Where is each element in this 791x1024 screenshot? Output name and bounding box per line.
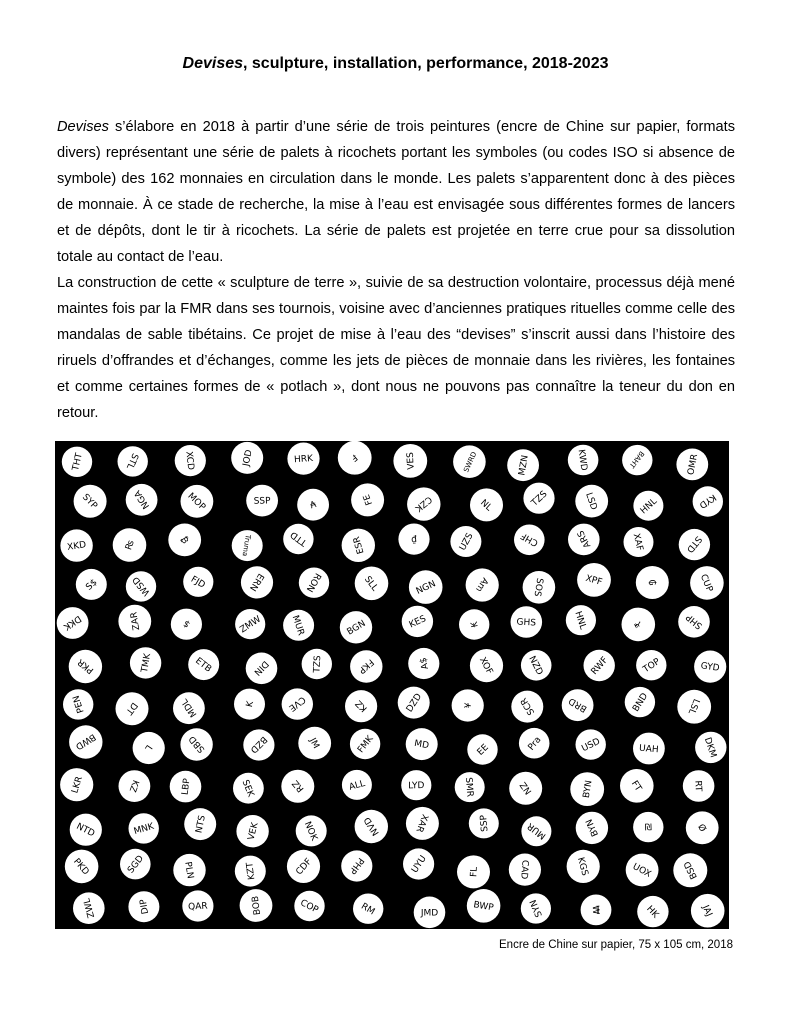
coin-label: Pra <box>526 735 544 753</box>
currency-coin <box>570 772 604 806</box>
currency-coin <box>235 856 266 887</box>
currency-coin <box>567 850 600 883</box>
coin-label: XAF <box>630 532 645 552</box>
coin-label: K <box>244 700 257 709</box>
coin-label: SGD <box>126 853 147 876</box>
currency-coin <box>119 770 151 802</box>
currency-coin <box>521 893 551 923</box>
coin-label: SMR <box>463 776 475 798</box>
coin-label: TOP <box>641 656 663 676</box>
currency-coin <box>341 850 372 881</box>
currency-coin <box>622 445 652 475</box>
coin-label: SLL <box>361 574 380 594</box>
coin-label: DIN <box>251 658 271 677</box>
coin-label: BWP <box>472 900 495 914</box>
currency-coin <box>241 566 273 598</box>
coin-label: FJD <box>188 574 207 591</box>
currency-coin <box>575 485 608 518</box>
coin-label: SWRD <box>462 450 479 474</box>
currency-coin <box>296 815 327 846</box>
currency-coin <box>521 816 551 846</box>
currency-coin <box>171 609 202 640</box>
currency-coin <box>690 566 724 600</box>
currency-coin <box>63 689 93 719</box>
currency-coin <box>299 568 329 598</box>
coin-label: NTD <box>74 821 97 840</box>
currency-coin <box>577 563 611 597</box>
coin-label: LKR <box>70 775 85 795</box>
coin-label: RWF <box>589 655 611 677</box>
coin-label: ARS <box>576 528 594 550</box>
currency-coin <box>60 768 93 801</box>
coin-label: L <box>142 742 154 753</box>
currency-coin <box>523 571 556 604</box>
currency-coin <box>409 570 443 604</box>
coin-label: EE <box>475 742 491 758</box>
currency-coin <box>620 769 654 803</box>
coin-label: JAJ <box>699 903 714 919</box>
currency-coin <box>243 729 274 760</box>
coin-label: PKR <box>76 656 97 676</box>
currency-coin <box>120 849 151 880</box>
currency-coin <box>523 483 554 514</box>
currency-coin <box>57 607 89 639</box>
coin-label: BYN <box>581 779 595 799</box>
currency-coin <box>576 729 606 759</box>
coin-label: XOF <box>477 655 495 677</box>
coin-label: JM <box>306 736 321 751</box>
coin-label: ₿ <box>177 534 190 546</box>
currency-coin <box>350 650 382 682</box>
currency-coin <box>636 566 669 599</box>
coin-label: PEN <box>71 694 87 715</box>
currency-coin <box>568 445 599 476</box>
coin-label: THT <box>71 452 85 472</box>
coin-label: MNK <box>132 821 156 837</box>
currency-coin <box>695 732 726 763</box>
coin-label: OMR <box>686 453 701 476</box>
coin-label: UZS <box>457 531 476 553</box>
currency-coin <box>406 728 438 760</box>
currency-coin <box>233 773 264 804</box>
coin-label: KES <box>407 614 428 631</box>
currency-coin <box>403 848 434 879</box>
currency-coin <box>170 771 202 803</box>
coin-label: ₳ <box>309 500 318 512</box>
currency-coin <box>173 692 205 724</box>
currency-coin <box>576 812 608 844</box>
coin-label: BWD <box>73 731 98 752</box>
currency-coin <box>345 690 377 722</box>
coin-label: MOP <box>185 491 207 513</box>
currency-coin <box>686 811 719 844</box>
currency-coin <box>470 649 503 682</box>
currency-coin <box>457 855 490 888</box>
currency-coin <box>626 854 659 887</box>
currency-coin <box>351 483 384 516</box>
currency-coin <box>287 850 320 883</box>
coin-label: ESR <box>352 535 367 555</box>
coin-label: MDL <box>180 696 200 719</box>
coin-label: MUR <box>289 614 306 637</box>
currency-coin <box>70 814 102 846</box>
currency-coin <box>393 444 427 478</box>
currency-coin <box>65 850 99 884</box>
currency-coin <box>581 895 612 926</box>
coin-label: ETB <box>193 656 214 675</box>
coin-label: VEK <box>246 821 261 842</box>
coin-label: RON <box>303 571 323 594</box>
currency-coin <box>568 524 600 556</box>
coin-label: RM <box>359 901 377 918</box>
coin-label: KZ <box>354 697 370 714</box>
currency-coin <box>180 728 212 760</box>
coin-label: COP <box>298 898 320 916</box>
coin-label: USD <box>580 736 602 755</box>
currency-coin <box>283 610 314 641</box>
coin-label: FL <box>469 866 480 878</box>
coin-label: FKP <box>356 656 376 675</box>
coin-label: ZMW <box>238 614 264 636</box>
currency-coin <box>519 728 550 759</box>
coin-label: XAR <box>413 812 430 834</box>
currency-coin <box>624 527 654 557</box>
body-text <box>57 114 735 426</box>
coin-label: HNL <box>572 610 588 631</box>
coin-label: $ <box>181 617 193 630</box>
coin-label: NGN <box>414 579 438 597</box>
coin-label: BSD <box>682 859 700 881</box>
currency-coin <box>338 441 372 475</box>
currency-coin <box>240 889 273 922</box>
coin-label: GYD <box>699 661 721 674</box>
coin-label: RZ <box>290 777 307 794</box>
currency-coin <box>182 890 213 921</box>
currency-coin <box>509 772 542 805</box>
coin-label: JMD <box>420 908 439 919</box>
coin-label: FMK <box>356 734 376 756</box>
coin-label: KYD <box>696 491 718 510</box>
coin-label: KZT <box>245 861 258 881</box>
currency-coin <box>113 528 147 562</box>
currency-coin <box>340 611 372 643</box>
currency-coin <box>294 891 324 921</box>
coin-label: HK <box>644 904 661 921</box>
currency-coin <box>676 449 708 481</box>
coin-label: DKK <box>61 612 83 632</box>
currency-coin <box>566 605 596 635</box>
coin-label: NTS <box>194 814 208 835</box>
currency-coin <box>636 650 666 680</box>
currency-coin <box>353 894 383 924</box>
currency-coin <box>234 689 265 720</box>
coin-field <box>55 441 729 929</box>
currency-coin <box>459 609 489 639</box>
coin-label: ₭ <box>469 620 481 629</box>
coin-label: ALL <box>348 778 367 793</box>
coin-label: ZAR <box>129 611 143 632</box>
currency-coin <box>287 443 319 475</box>
paragraph-1-italic: Devises <box>57 119 109 135</box>
coin-label: SBD <box>187 733 208 755</box>
currency-coin <box>691 894 725 928</box>
currency-coin <box>625 687 655 717</box>
coin-label: LBP <box>180 777 193 796</box>
currency-coin <box>678 606 710 638</box>
currency-coin <box>677 690 711 724</box>
paragraph-2: La construction de cette « sculpture de terre », suivie de sa destruction volontaire, processus déjà mené maintes fois par la FMR dans ses tournois, voisine avec d’anciennes pratiques rituelles comme celle des mandalas de sable tibétains. Ce projet de mise à l’eau des “devises” s’inscrit aussi dans l’histoire des riruels d’offrandes et d’échanges, comme les jets de pièces de monnaie dans les rivières, les fontaines et comme certaines formes de « potlach », dont nous ne pouvons pas connaître la teneur du don en retour. <box>57 275 735 421</box>
coin-label: CAD <box>518 859 530 880</box>
coin-label: STD <box>684 533 704 555</box>
coin-label: Ø <box>695 822 708 834</box>
coin-label: SHP <box>684 611 705 631</box>
coin-label: KZ <box>126 778 141 794</box>
coin-label: ZWL <box>82 896 98 919</box>
currency-coin <box>470 488 503 521</box>
coin-label: UOX <box>630 861 653 880</box>
currency-coin <box>183 567 213 597</box>
currency-coin <box>414 897 446 929</box>
coin-label: DKM <box>701 736 718 760</box>
currency-coin <box>509 854 541 886</box>
coin-label: XKD <box>66 540 87 554</box>
coin-label: CHF <box>519 530 541 548</box>
coin-label: QAR <box>187 901 208 913</box>
coin-label: JOD <box>241 448 255 468</box>
coin-label: ₨ <box>124 539 137 552</box>
coin-label: PLN <box>182 860 195 880</box>
coin-label: TZS <box>529 489 550 509</box>
coin-label: S$ <box>84 577 100 593</box>
coin-label: TZS <box>312 655 324 673</box>
currency-coin <box>184 808 216 840</box>
currency-coin <box>673 853 707 887</box>
currency-coin <box>467 734 497 764</box>
coin-label: FT <box>628 779 644 794</box>
currency-coin <box>406 807 439 840</box>
currency-coin <box>298 727 331 760</box>
coin-label: MD <box>413 738 430 752</box>
currency-coin <box>408 648 439 679</box>
coin-label: RT <box>692 780 703 792</box>
currency-coin <box>402 606 433 637</box>
currency-coin <box>694 651 726 683</box>
currency-coin <box>633 491 663 521</box>
currency-coin <box>683 770 715 802</box>
currency-coin <box>173 854 205 886</box>
coin-label: NVD <box>362 814 382 838</box>
coin-label: DIP <box>138 898 152 915</box>
coin-label: A$ <box>418 656 431 671</box>
currency-coin <box>562 689 594 721</box>
currency-coin <box>236 815 268 847</box>
coin-label: BOB <box>250 895 264 916</box>
currency-coin <box>342 770 372 800</box>
currency-coin <box>521 650 552 681</box>
currency-coin <box>693 486 723 516</box>
currency-coin <box>128 891 159 922</box>
currency-coin <box>622 608 656 642</box>
currency-coin <box>507 449 539 481</box>
coin-label: PKD <box>71 856 91 878</box>
coin-label: LSD <box>583 491 599 512</box>
currency-coin <box>168 524 201 557</box>
currency-coin <box>469 808 499 838</box>
coin-label: CVE <box>286 693 307 713</box>
coin-label: ₪ <box>644 822 653 834</box>
title-italic: Devises <box>182 55 244 72</box>
currency-coin <box>69 725 102 758</box>
currency-coin <box>118 446 148 476</box>
coin-label: CZK <box>412 493 434 513</box>
coin-label: MZN <box>517 454 531 477</box>
coin-label: HRK <box>293 453 314 466</box>
currency-coin <box>452 689 484 721</box>
coin-label: HNL <box>638 496 660 517</box>
currency-coin <box>511 691 543 723</box>
currency-coin <box>466 568 499 601</box>
currency-coin <box>398 524 429 555</box>
currency-coin <box>281 770 314 803</box>
currency-coin <box>511 606 543 638</box>
currency-coin <box>450 526 481 557</box>
currency-coin <box>126 484 158 516</box>
currency-coin <box>355 567 389 601</box>
coin-label: SSP <box>479 814 491 833</box>
coin-label: NGA <box>132 488 153 511</box>
coin-label: SYN <box>528 897 545 919</box>
currency-coin <box>76 569 107 600</box>
coin-label: DT <box>123 700 139 717</box>
coin-label: ₣ <box>348 451 360 463</box>
coin-label: SEK <box>239 778 256 799</box>
currency-coin <box>633 812 663 842</box>
currency-coin <box>342 529 375 562</box>
currency-coin <box>350 729 380 759</box>
coin-label: PHP <box>346 855 366 876</box>
currency-coin <box>235 609 265 639</box>
currency-coin <box>282 688 313 719</box>
coin-label: BND <box>631 691 651 714</box>
currency-coin <box>188 649 219 680</box>
currency-coin <box>297 489 329 521</box>
coin-label: UYU <box>410 854 429 876</box>
currency-coin <box>130 647 161 678</box>
coin-label: BAHT <box>627 449 646 470</box>
coin-label: NL <box>478 497 494 514</box>
coin-label: BZD <box>247 733 269 755</box>
coin-label: SSP <box>253 496 271 507</box>
currency-coin <box>118 605 151 638</box>
coin-label: Am <box>473 575 490 594</box>
currency-coin <box>355 810 388 843</box>
currency-coin <box>60 529 92 561</box>
currency-coin <box>231 442 263 474</box>
currency-coin <box>633 733 665 765</box>
currency-coin <box>126 571 156 601</box>
currency-coin <box>175 445 206 476</box>
coin-label: ₹ <box>633 618 645 629</box>
coin-label: BRD <box>567 695 589 714</box>
coin-label: STL <box>123 451 140 471</box>
currency-coin <box>302 649 332 679</box>
currency-coin <box>401 770 431 800</box>
coin-label: ERN <box>246 571 266 593</box>
coin-label: SOS <box>531 577 545 598</box>
currency-coin <box>74 485 107 518</box>
currency-coin <box>62 447 92 477</box>
currency-coin <box>69 650 102 683</box>
coin-label: VES <box>405 451 417 470</box>
currency-coin <box>679 529 710 560</box>
coin-label: NZD <box>526 654 545 677</box>
coin-label: NOK <box>301 820 319 843</box>
coin-label: XCD <box>183 450 196 471</box>
currency-coin <box>407 487 440 520</box>
coin-label: ₫ <box>410 534 418 546</box>
currency-coin <box>455 772 485 802</box>
coin-label: TMK <box>139 652 154 674</box>
coin-label: ₩ <box>589 905 601 915</box>
coin-label: KWD <box>575 448 589 472</box>
coin-label: CUP <box>697 572 715 594</box>
coin-label: KGS <box>574 856 590 877</box>
coin-label: XPF <box>584 573 604 588</box>
currency-coin <box>398 687 430 719</box>
currency-coin <box>514 525 545 556</box>
coin-label: WSD <box>131 574 153 598</box>
currency-coin <box>116 692 149 725</box>
currency-coin <box>637 896 668 927</box>
coin-label: NZ <box>518 779 535 796</box>
coin-label: DZD <box>404 692 425 715</box>
artwork-image <box>55 441 729 929</box>
coin-label: LSL <box>685 697 701 716</box>
coin-label: SCR <box>519 695 538 717</box>
document-title <box>0 55 791 73</box>
currency-coin <box>73 892 105 924</box>
coin-label: BYN <box>584 817 602 838</box>
coin-label: CDF <box>294 856 315 878</box>
coin-label: TTD <box>288 528 310 548</box>
coin-label: GHS <box>516 617 537 629</box>
currency-coin <box>246 653 278 685</box>
currency-coin <box>584 650 615 681</box>
coin-label: Truma <box>240 534 252 557</box>
title-rest: , sculpture, installation, performance, 2018-2023 <box>243 55 609 72</box>
currency-coin <box>181 485 214 518</box>
paragraph-1-text: s’élabore en 2018 à partir d’une série de trois peintures (encre de Chine sur papier, formats divers) représentant une série de palets à ricochets portant les symboles (ou codes ISO si absence de symbole) des 162 monnaies en circulation dans le monde. Les palets s’apparentent donc à des pièces de monnaie. À ce stade de recherche, la mise à l’eau est envisagée sous différentes formes de lancers et de dépôts, dont le tir à ricochets. La série de palets est projetée en terre crue pour sa dissolution totale au contact de l’eau. <box>57 119 735 265</box>
currency-coin <box>133 732 165 764</box>
coin-label: LYD <box>408 781 425 792</box>
currency-coin <box>232 530 263 561</box>
coin-label: SYP <box>80 492 99 512</box>
coin-label: UAH <box>638 743 659 756</box>
currency-coin <box>467 889 501 923</box>
currency-coin <box>129 813 159 843</box>
paragraph-1 <box>57 114 735 270</box>
coin-label: ₲ <box>646 579 657 586</box>
currency-coin <box>283 524 313 554</box>
coin-label: ¥ <box>463 702 474 709</box>
currency-coin <box>453 445 486 478</box>
coin-label: MUR <box>525 820 549 841</box>
coin-label: BGN <box>345 618 368 638</box>
coin-label: FE <box>361 492 376 507</box>
image-caption: Encre de Chine sur papier, 75 x 105 cm, 2018 <box>499 939 733 951</box>
currency-coin <box>246 485 278 517</box>
